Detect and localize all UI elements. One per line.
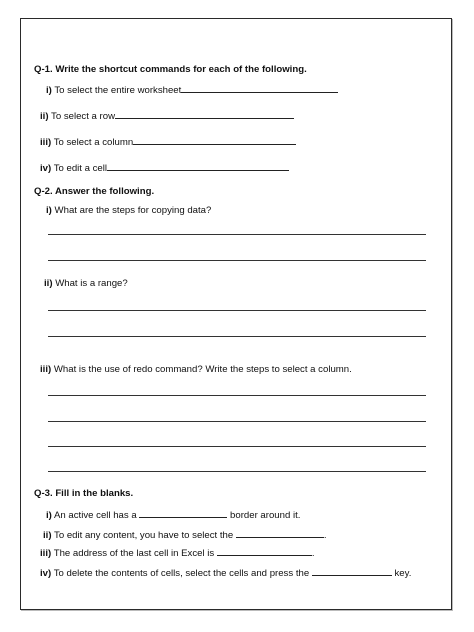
fill-blank[interactable] (217, 546, 312, 556)
item-number: ii) (40, 111, 49, 122)
item-number: iii) (40, 137, 52, 148)
answer-line[interactable] (48, 395, 426, 396)
q2-item (46, 205, 211, 217)
item-text: To select a column (53, 137, 134, 148)
q3-item (40, 546, 315, 560)
item-text-before: The address of the last cell in Excel is (53, 548, 215, 559)
answer-line[interactable] (48, 310, 426, 311)
item-number: iii) (40, 548, 52, 559)
answer-line[interactable] (48, 421, 426, 422)
item-text-after: . (323, 530, 327, 541)
item-number: iv) (40, 163, 52, 174)
item-text: What are the steps for copying data? (54, 205, 212, 216)
answer-blank[interactable] (181, 83, 338, 93)
q3-heading: Q-3. Fill in the blanks. (34, 488, 134, 499)
q3-item (46, 508, 300, 522)
q2-item (44, 278, 128, 290)
item-number: iii) (40, 364, 52, 375)
item-text: To select the entire worksheet (54, 85, 182, 96)
answer-blank[interactable] (115, 109, 294, 119)
fill-blank[interactable] (312, 566, 392, 576)
answer-line[interactable] (48, 446, 426, 447)
q1-heading: Q-1. Write the shortcut commands for each of the following. (34, 64, 307, 75)
answer-blank[interactable] (133, 135, 296, 145)
q3-item (43, 528, 327, 542)
q1-item (40, 135, 296, 149)
item-text: What is a range? (55, 278, 128, 289)
answer-blank[interactable] (107, 161, 289, 171)
fill-blank[interactable] (236, 528, 324, 538)
answer-line[interactable] (48, 234, 426, 235)
item-number: ii) (43, 530, 52, 541)
item-text-before: To edit any content, you have to select the (54, 530, 234, 541)
item-number: ii) (44, 278, 53, 289)
item-number: i) (46, 85, 52, 96)
item-number: i) (46, 205, 52, 216)
item-text-after: key. (394, 568, 412, 579)
q1-item (40, 161, 289, 175)
q1-item (46, 83, 338, 97)
answer-line[interactable] (48, 471, 426, 472)
q2-heading: Q-2. Answer the following. (34, 186, 155, 197)
item-text: What is the use of redo command? Write the steps to select a column. (53, 364, 352, 375)
q1-item (40, 109, 294, 123)
answer-line[interactable] (48, 336, 426, 337)
answer-line[interactable] (48, 260, 426, 261)
q3-item (40, 566, 411, 580)
item-text-after: . (311, 548, 315, 559)
item-text-after: border around it. (230, 510, 301, 521)
fill-blank[interactable] (139, 508, 227, 518)
q2-item (40, 364, 352, 376)
item-text-before: An active cell has a (54, 510, 137, 521)
item-number: iv) (40, 568, 52, 579)
item-number: i) (46, 510, 52, 521)
item-text-before: To delete the contents of cells, select the cells and press the (53, 568, 310, 579)
item-text: To edit a cell (53, 163, 108, 174)
item-text: To select a row (51, 111, 116, 122)
